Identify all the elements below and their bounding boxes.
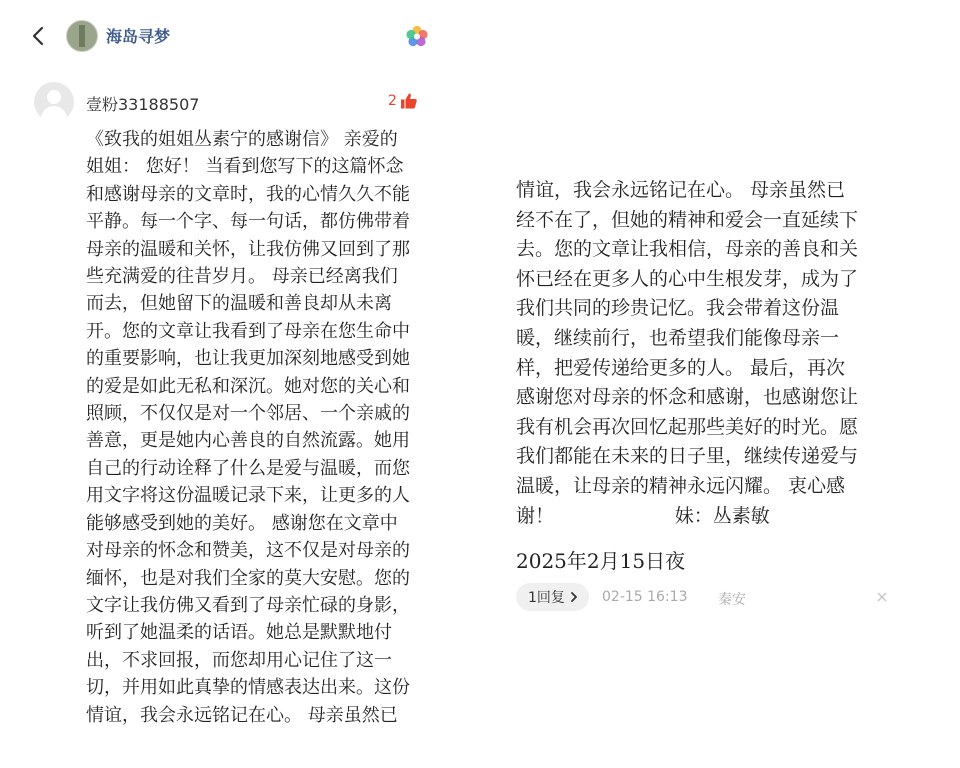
comment-text-line: 我们共同的珍贵记忆。我会带着这份温 [516,297,840,320]
comment-text-line: 而去，但她留下的温暖和善良却从未离 [86,293,392,315]
comment-location: 秦安 [718,592,746,608]
comment-text-line: 开。您的文章让我看到了母亲在您生命中 [86,320,410,342]
comment-text-line: 些充满爱的往昔岁月。 母亲已经离我们 [86,266,398,288]
comment-text-line: 情谊，我会永远铭记在心。 母亲虽然已 [516,179,846,201]
comment-text-line: 自己的行动诠释了什么是爱与温暖，而您 [86,457,410,479]
comment-text-line: 切，并用如此真挚的情感表达出来。这份 [86,677,410,699]
comment-text-line: 经不在了，但她的精神和爱会一直延续下 [516,208,859,231]
comment-text-line: 对母亲的怀念和赞美，这不仅是对母亲的 [86,540,410,562]
channel-name[interactable]: 海岛寻梦 [106,27,171,46]
like-button[interactable] [388,90,418,112]
like-count: 2 [388,93,397,109]
chevron-right-icon [569,591,579,603]
comment-text-line: 和感谢母亲的文章时，我的心情久久不能 [86,183,410,205]
comment-text-column-2 [516,176,896,531]
channel-logo[interactable] [66,20,98,52]
comment-text-line: 出，不求回报，而您却用心记住了这一 [86,649,392,671]
comment-text-line: 母亲的温暖和关怀，让我仿佛又回到了那 [86,238,410,260]
comment-username[interactable]: 壹粉33188507 [86,95,200,114]
comment-text-line: 我有机会再次回忆起那些美好的时光。愿 [516,415,859,438]
comment-text-line: 文字让我仿佛又看到了母亲忙碌的身影， [86,594,410,616]
comment-text-line: 暖，继续前行，也希望我们能像母亲一 [516,326,840,349]
user-avatar[interactable] [34,82,74,122]
comment-text-column-1 [86,126,430,729]
close-icon[interactable] [874,589,890,605]
comment-text-line: 平静。每一个字、每一句话，都仿佛带着 [86,211,410,233]
comment-text-line: 姐姐： 您好！ 当看到您写下的这篇怀念 [86,156,404,178]
comment-time: 02-15 16:13 [602,589,688,605]
comment-text-line: 照顾，不仅仅是对一个邻居、一个亲戚的 [86,403,410,425]
back-arrow-icon[interactable] [24,22,52,50]
reply-count-label: 1回复 [528,590,565,606]
comment-text-line: 用文字将这份温暖记录下来，让更多的人 [86,485,410,507]
comment-text-line: 情谊，我会永远铭记在心。 母亲虽然已 [86,704,398,726]
reply-count-button[interactable] [516,583,589,611]
comment-text-line: 怀已经在更多人的心中生根发芽，成为了 [516,267,859,290]
flower-icon[interactable] [404,24,430,50]
comment-text-line: 感谢您对母亲的怀念和感谢，也感谢您让 [516,386,859,409]
comment-date-signature: 2025年2月15日夜 [516,549,686,573]
comment-text-line: 我们都能在未来的日子里，继续传递爱与 [516,445,859,468]
top-bar [0,0,480,72]
comment-text-line: 听到了她温柔的话语。她总是默默地付 [86,622,392,644]
comment-text-line: 谢！ 妹：丛素敏 [516,504,770,527]
comment-text-line: 善意，更是她内心善良的自然流露。她用 [86,430,410,452]
comment-text-line: 的重要影响，也让我更加深刻地感受到她 [86,348,410,370]
comment-text-line: 样，把爱传递给更多的人。 最后，再次 [516,356,846,379]
comment-text-line: 能够感受到她的美好。 感谢您在文章中 [86,512,398,534]
comment-text-line: 的爱是如此无私和深沉。她对您的关心和 [86,375,410,397]
comment-text-line: 温暖，让母亲的精神永远闪耀。 衷心感 [516,474,846,497]
thumbs-up-icon [400,92,418,110]
comment-meta-row [516,583,896,613]
comment-text-line: 去。您的文章让我相信，母亲的善良和关 [516,238,859,261]
comment-text-line: 《致我的姐姐丛素宁的感谢信》 亲爱的 [86,129,398,150]
comment-text-line: 缅怀，也是对我们全家的莫大安慰。您的 [86,567,410,589]
